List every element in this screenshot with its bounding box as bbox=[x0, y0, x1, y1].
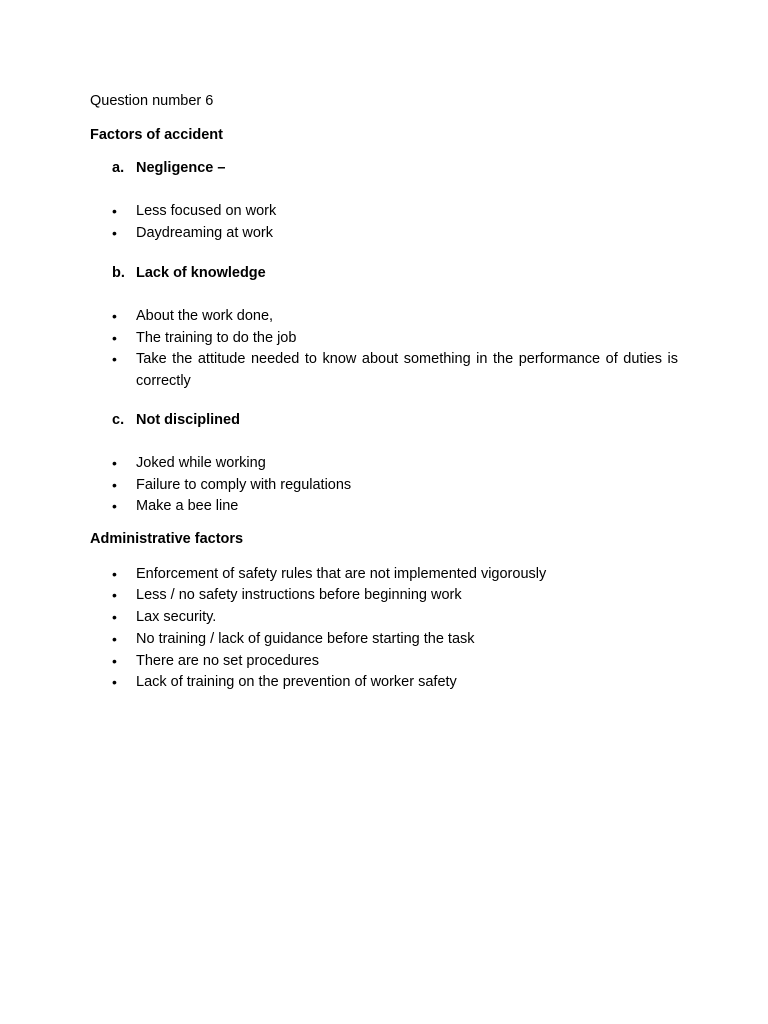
list-item-text: Less focused on work bbox=[136, 203, 277, 219]
subsection-letter: b. bbox=[112, 265, 125, 281]
list-item-text: Make a bee line bbox=[136, 498, 239, 514]
bullet-icon: • bbox=[112, 674, 117, 690]
bullet-icon: • bbox=[112, 455, 117, 471]
subsection-letter: a. bbox=[112, 160, 125, 176]
bullet-icon: • bbox=[112, 308, 117, 324]
bullet-icon: • bbox=[112, 203, 117, 219]
list-item-text: Lax security. bbox=[136, 609, 217, 625]
list-item-text: The training to do the job bbox=[136, 330, 297, 346]
bullet-icon: • bbox=[112, 477, 117, 493]
section-heading-administrative-factors: Administrative factors bbox=[90, 531, 244, 547]
bullet-icon: • bbox=[112, 498, 117, 514]
subsection-letter: c. bbox=[112, 412, 125, 428]
bullet-icon: • bbox=[112, 225, 117, 241]
bullet-icon: • bbox=[112, 566, 117, 582]
bullet-icon: • bbox=[112, 351, 117, 367]
list-item-text: Enforcement of safety rules that are not implemented vigorously bbox=[136, 566, 547, 582]
list-item-text: Failure to comply with regulations bbox=[136, 477, 352, 493]
list-item-text: Daydreaming at work bbox=[136, 225, 273, 241]
list-item-text: There are no set procedures bbox=[136, 653, 319, 669]
section-heading-factors-of-accident: Factors of accident bbox=[90, 127, 223, 143]
list-item-text: About the work done, bbox=[136, 308, 274, 324]
subsection-title: Negligence – bbox=[136, 160, 226, 176]
subsection-title: Not disciplined bbox=[136, 412, 240, 428]
bullet-icon: • bbox=[112, 609, 117, 625]
list-item-text: Joked while working bbox=[136, 455, 266, 471]
list-item-text: No training / lack of guidance before starting the task bbox=[136, 631, 475, 647]
list-item-text: Less / no safety instructions before beginning work bbox=[136, 587, 462, 603]
subsection-title: Lack of knowledge bbox=[136, 265, 266, 281]
question-label: Question number 6 bbox=[90, 93, 214, 109]
bullet-icon: • bbox=[112, 631, 117, 647]
list-item-text: Lack of training on the prevention of worker safety bbox=[136, 674, 457, 690]
list-item-text: Take the attitude needed to know about something in the performance of duties is correctly bbox=[136, 351, 678, 389]
bullet-icon: • bbox=[112, 587, 117, 603]
bullet-icon: • bbox=[112, 653, 117, 669]
bullet-icon: • bbox=[112, 330, 117, 346]
